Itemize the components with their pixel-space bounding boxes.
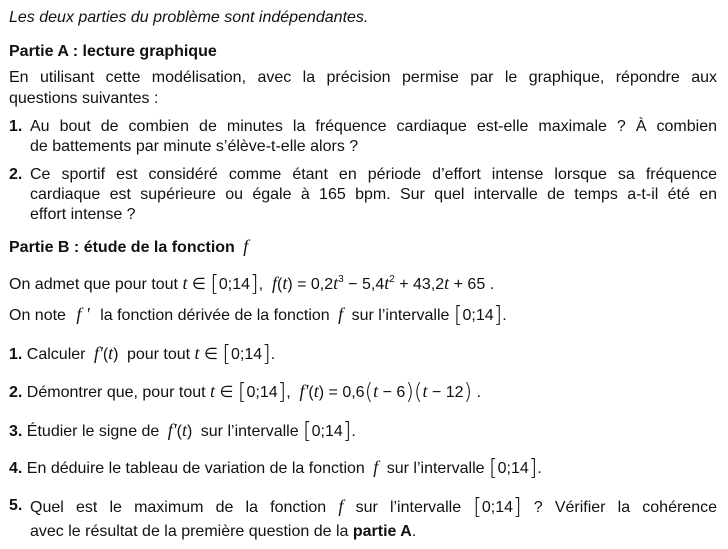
note-text3: sur l’intervalle [351,307,450,324]
question-text: En déduire le tableau de variation de la fonction [26,460,365,477]
part-b-admit: On admet que pour tout t ∈ [0;14], $f(t) = 0,2t^3 - 5,4t^2 + 43,2t + 65$ . [9,272,495,297]
question-line: Au bout de combien de minutes la fréquence cardiaque est-elle maximale ? À combien [30,118,717,135]
part-a-lead-line1: En utilisant cette modélisation, avec la précision permise par le graphique, répondre aux [9,69,717,86]
note-var: f ' [76,304,90,324]
part-b-note: On note f ' la fonction dérivée de la fonction f sur l’intervalle [0;14]. [9,303,507,328]
part-b-question-4: 4. En déduire le tableau de variation de la fonction f sur l’intervalle [0;14]. [9,456,542,481]
admit-text: On admet que pour tout [9,276,178,293]
question-line: Quel est le maximum de la fonction f sur l’intervalle [0;14] ? Vérifier la cohérence [30,495,718,520]
part-b-question-2: 2. Démontrer que, pour tout t ∈ [0;14], f'(t) = 0,6(t − 6)(t − 12) . [9,380,482,405]
question-text: Calculer [26,346,86,363]
question-line: de battements par minute s’élève-t-elle alors ? [30,138,359,155]
part-a-question-2 [9,165,717,227]
interval: [0;14] [210,272,259,297]
part-a-question-1 [9,117,717,159]
question-line: effort intense ? [30,206,136,223]
part-b-title-var: f [243,236,249,256]
question-suffix: pour tout [126,346,191,363]
question-text2: sur l’intervalle [200,423,299,440]
part-b-question-3: 3. Étudier le signe de f'(t) sur l’intervalle [0;14]. [9,419,356,444]
question-line: cardiaque est supérieure ou égale à 165 bpm. Sur quel intervalle de temps a-t-il été en [30,186,717,203]
intro-text: Les deux parties du problème sont indépendantes. [9,9,369,26]
question-text: Démontrer que, pour tout [26,384,206,401]
question-text2: sur l’intervalle [386,460,485,477]
note-text2: la fonction dérivée de la fonction [100,307,330,324]
part-a-lead-line2: questions suivantes : [9,90,159,107]
part-b-question-1: 1. Calculer f'(t) pour tout t ∈ [0;14]. [9,342,276,367]
question-text: Étudier le signe de [26,423,160,440]
question-number: 4. [9,460,23,477]
question-number: 1. [9,346,23,363]
question-number: 2. [9,166,23,183]
question-number: 1. [9,118,23,135]
part-b-question-5 [9,496,717,542]
question-number: 3. [9,423,23,440]
part-b-title-text: Partie B : étude de la fonction [9,239,235,256]
question-number: 2. [9,384,23,401]
part-b-title [9,236,248,258]
question-line: Ce sportif est considéré comme étant en période d’effort intense lorsque sa fréquence [30,166,717,183]
question-number: 5. [9,497,23,514]
note-text1: On note [9,307,66,324]
question-line: avec le résultat de la première question de la partie A. [30,523,417,540]
part-a-title: Partie A : lecture graphique [9,43,217,60]
